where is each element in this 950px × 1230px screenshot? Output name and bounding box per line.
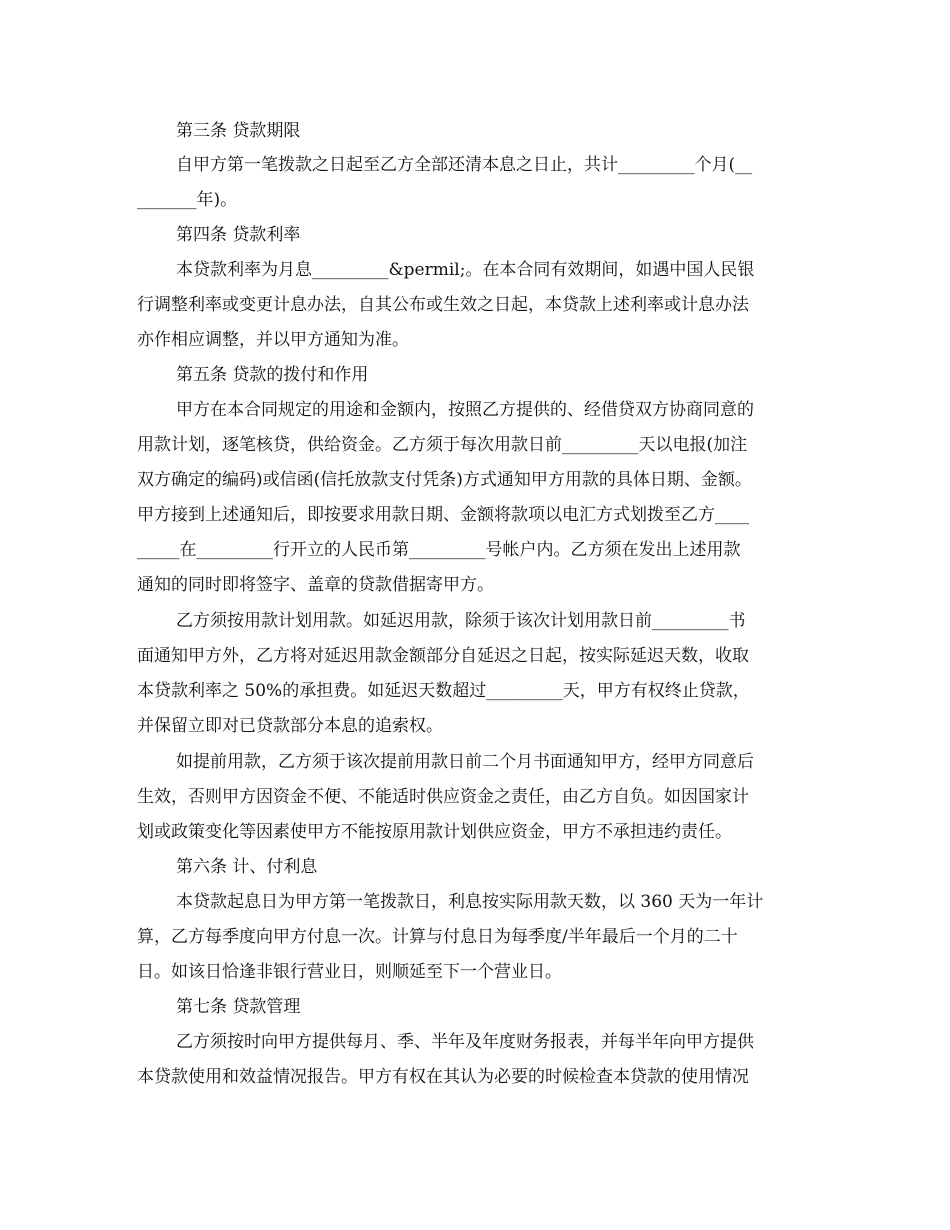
paragraph-line: 乙方须按用款计划用款。如延迟用款，除须于该次计划用款日前_________书 bbox=[176, 611, 746, 631]
article-3-heading: 第三条 贷款期限 bbox=[176, 121, 301, 141]
paragraph-line: 日。如该日恰逢非银行营业日，则顺延至下一个营业日。 bbox=[137, 962, 562, 982]
paragraph-line: 并保留立即对已贷款部分本息的追索权。 bbox=[137, 716, 443, 736]
article-5-heading: 第五条 贷款的拨付和作用 bbox=[176, 365, 369, 385]
paragraph-line: 算，乙方每季度向甲方付息一次。计算与付息日为每季度/半年最后一个月的二十 bbox=[137, 927, 738, 947]
paragraph-line: 面通知甲方外，乙方将对延迟用款金额部分自延迟之日起，按实际延迟天数，收取 bbox=[137, 646, 749, 666]
article-7-heading: 第七条 贷款管理 bbox=[176, 997, 301, 1017]
article-6-heading: 第六条 计、付利息 bbox=[176, 857, 318, 877]
paragraph-line: 甲方接到上述通知后，即按要求用款日期、金额将款项以电汇方式划拨至乙方____ bbox=[137, 505, 749, 525]
paragraph-line: 乙方须按时向甲方提供每月、季、半年及年度财务报表，并每半年向甲方提供 bbox=[176, 1032, 754, 1052]
paragraph-line: 甲方在本合同规定的用途和金额内，按照乙方提供的、经借贷双方协商同意的 bbox=[176, 400, 754, 420]
paragraph-line: 本贷款利率之 50%的承担费。如延迟天数超过_________天，甲方有权终止贷款， bbox=[137, 681, 750, 701]
paragraph-line: 用款计划，逐笔核贷，供给资金。乙方须于每次用款日前_________天以电报(加注 bbox=[137, 435, 748, 455]
article-4-heading: 第四条 贷款利率 bbox=[176, 225, 301, 245]
paragraph-line: 本贷款利率为月息_________&permil;。在本合同有效期间，如遇中国人民银 bbox=[176, 260, 755, 280]
paragraph-line: 通知的同时即将签字、盖章的贷款借据寄甲方。 bbox=[137, 575, 494, 595]
paragraph-line: 自甲方第一笔拨款之日起至乙方全部还清本息之日止，共计_________个月(__ bbox=[176, 155, 753, 175]
paragraph-line: 双方确定的编码)或信函(信托放款支付凭条)方式通知甲方用款的具体日期、金额。 bbox=[137, 470, 752, 490]
paragraph-line: 划或政策变化等因素使甲方不能按原用款计划供应资金，甲方不承担违约责任。 bbox=[137, 822, 732, 842]
paragraph-line: 本贷款起息日为甲方第一笔拨款日，利息按实际用款天数，以 360 天为一年计 bbox=[176, 892, 764, 912]
paragraph-line: 亦作相应调整，并以甲方通知为准。 bbox=[137, 330, 409, 350]
paragraph-line: _____在_________行开立的人民币第_________号帐户内。乙方须在发出上述用款 bbox=[137, 540, 741, 560]
paragraph-line: 如提前用款，乙方须于该次提前用款日前二个月书面通知甲方，经甲方同意后 bbox=[176, 752, 754, 772]
paragraph-line: 生效，否则甲方因资金不便、不能适时供应资金之责任，由乙方自负。如因国家计 bbox=[137, 787, 749, 807]
paragraph-line: 本贷款使用和效益情况报告。甲方有权在其认为必要的时候检查本贷款的使用情况 bbox=[137, 1067, 749, 1087]
paragraph-line: _______年)。 bbox=[137, 190, 238, 210]
paragraph-line: 行调整利率或变更计息办法，自其公布或生效之日起，本贷款上述利率或计息办法 bbox=[137, 295, 749, 315]
